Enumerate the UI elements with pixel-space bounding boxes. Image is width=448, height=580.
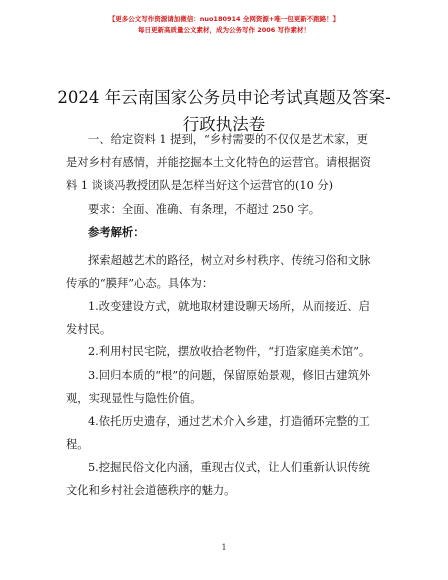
question-paragraph — [66, 128, 390, 197]
title-line2: 行政执法卷 — [182, 115, 266, 134]
promo-banner-line1: 【更多公文写作资源请加微信：nuo180914 全网资源+唯一包更新不跑路！】 — [108, 15, 340, 23]
point-3-line1: 3.回归本质的“根”的问题，保留原始景观，修旧古建筑外 — [88, 369, 371, 382]
point-4-line2: 程。 — [66, 438, 89, 451]
point-item-3 — [66, 364, 390, 410]
point-3-line2: 观，实现显性与隐性价值。 — [66, 392, 202, 405]
point-5-line2: 文化和乡村社会道德秩序的魅力。 — [66, 484, 236, 497]
intro-paragraph — [66, 249, 390, 295]
question-line2: 是对乡村有感情，并能挖掘本土文化特色的运营官。请根据资 — [66, 156, 372, 169]
question-line3: 料 1 谈谈冯教授团队是怎样当好这个运营官的(10 分) — [66, 179, 334, 192]
point-2-line1: 2.利用村民宅院，摆放收拾老物件，“打造家庭美术馆”。 — [88, 345, 371, 358]
requirement-text: 要求：全面、准确、有条理，不超过 250 字。 — [88, 203, 321, 216]
promo-banner-line2: 每日更新高质量公文素材，成为公务写作 2006 写作素材！ — [137, 26, 311, 34]
point-1-line1: 1.改变建设方式，就地取材建设聊天场所，从而接近、启 — [88, 300, 370, 313]
point-5-line1: 5.挖掘民俗文化内涵，重现古仪式，让人们重新认识传统 — [88, 461, 370, 474]
title-line1: 2024 年云南国家公务员申论考试真题及答案- — [57, 88, 391, 107]
intro-line1: 探索超越艺术的路径，树立对乡村秩序、传统习俗和文脉 — [88, 254, 371, 267]
question-line1: 一、给定资料 1 提到，“乡村需要的不仅仅是艺术家，更 — [88, 133, 368, 146]
point-item-5 — [66, 456, 390, 502]
point-4-line1: 4.依托历史遗存，通过艺术介入乡建，打造循环完整的工 — [88, 415, 370, 428]
reference-heading: 参考解析： — [88, 225, 145, 239]
point-item-2 — [66, 340, 390, 363]
point-1-line2: 发村民。 — [66, 323, 112, 336]
promo-banner — [0, 14, 448, 36]
page-number: 1 — [221, 543, 227, 552]
point-item-4 — [66, 410, 390, 456]
point-item-1 — [66, 295, 390, 341]
intro-line2: 传承的“膜拜”心态。具体为： — [66, 277, 214, 290]
